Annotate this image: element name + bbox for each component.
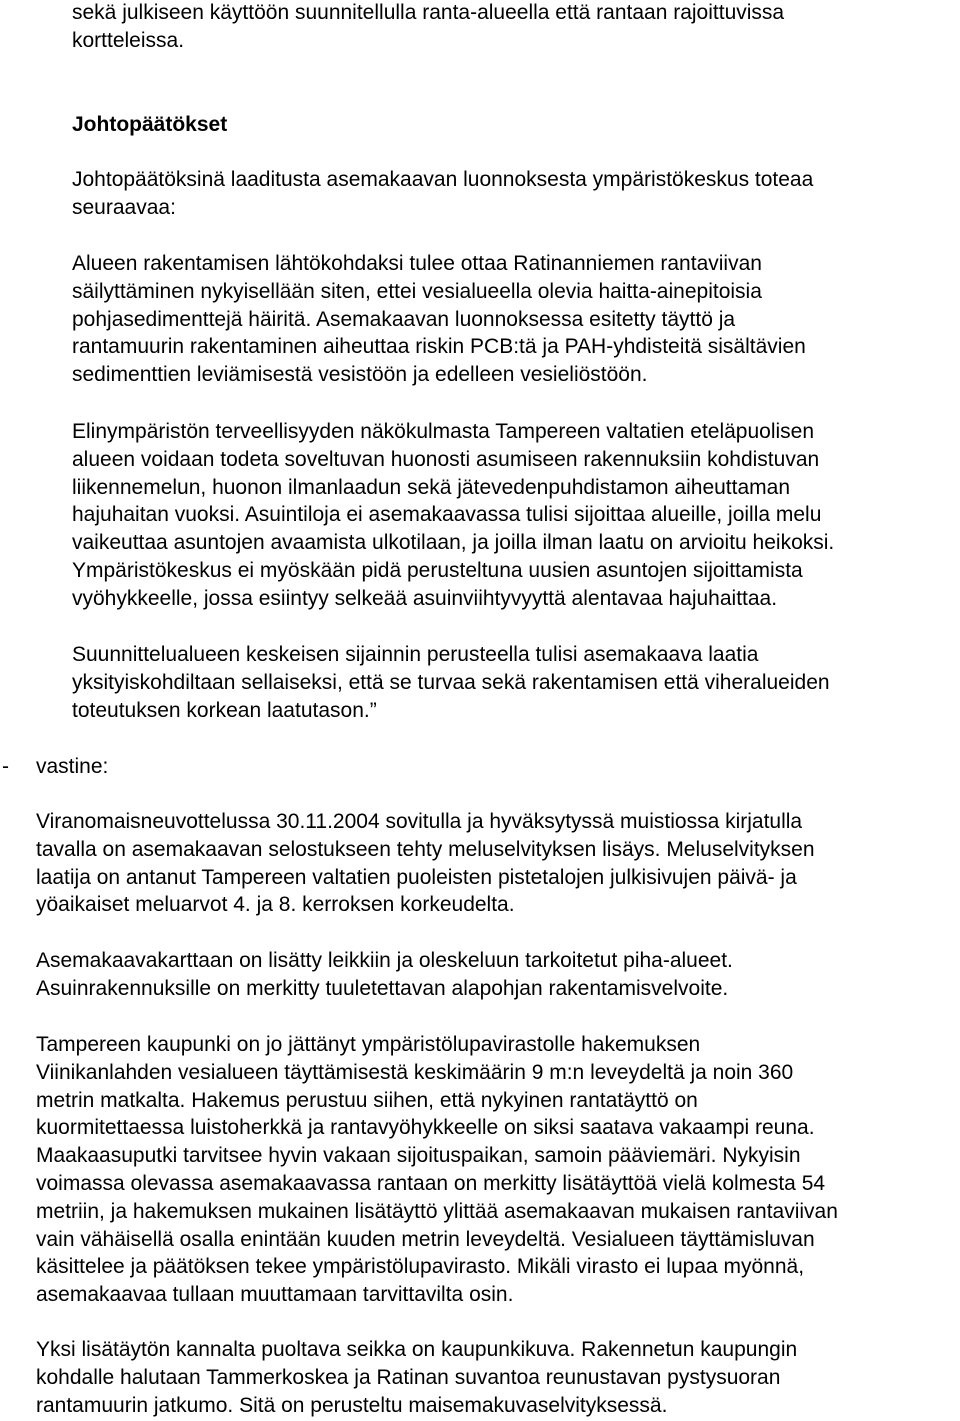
paragraph-lead: Johtopäätöksinä laaditusta asemakaavan luonnoksesta ympäristökeskus toteaa seuraavaa: <box>72 168 814 219</box>
paragraph-permit-application: Tampereen kaupunki on jo jättänyt ympäristölupavirastolle hakemuksen Viinikanlahden vesialueen täyttämisestä keskimäärin 9 m:n leveydeltä ja noin 360 metrin matkalta. Hakemus perustuu siihen, että nykyinen rantatäyttö on kuormitettaessa luistoherkkä ja rantavyöhykkeelle on siksi saatava vakaampi reuna. Maakaasuputki tarvitsee hyvin vakaan sijoituspaikan, samoin pääviemäri. Nykyisin voimassa olevassa asemakaavassa rantaan on merkitty lisätäyttöä vielä kolmesta 54 metriin, ja hakemuksen mukainen lisätäyttö ylittää asemakaavan mukaisen rantaviivan vain vähäisellä osalla enintään kuuden metrin leveydeltä. Vesialueen täyttämisluvan käsittelee ja päätöksen tekee ympäristölupavirasto. Mikäli virasto ei lupaa myönnä, asemakaavaa tullaan muuttamaan tarvittavilta osin. <box>36 1033 838 1307</box>
intro-paragraph-tail: sekä julkiseen käyttöön suunnitellulla ranta-alueella että rantaan rajoittuvissa kortteleissa. <box>72 1 785 52</box>
paragraph-shoreline: Alueen rakentamisen lähtökohdaksi tulee ottaa Ratinanniemen rantaviivan säilyttäminen nykyisellään siten, ettei vesialueella olevia haitta-ainepitoisia pohjasedimenttejä häiritä. Asemakaavan luonnoksessa esitetty täyttö ja rantamuurin rakentaminen aiheuttaa riskin PCB:tä ja PAH-yhdisteitä sisältävien sedimenttien leviämisestä vesistöön ja edelleen vesieliöstöön. <box>72 252 806 387</box>
paragraph-health: Elinympäristön terveellisyyden näkökulmasta Tampereen valtatien eteläpuolisen alueen voidaan todeta soveltuvan huonosti asumiseen rakennuksiin kohdistuvan liikennemelun, huonon ilmanlaadun sekä jätevedenpuhdistamon aiheuttaman hajuhaitan vuoksi. Asuintiloja ei asemakaavassa tulisi sijoittaa alueille, joilla melu vaikeuttaa asuntojen avaamista ulkotilaan, ja joilla ilman laatu on arvioitu heikoksi. Ympäristökeskus ei myöskään pidä perusteltuna uusien asuntojen sijoittamista vyöhykkeelle, jossa esiintyy selkeää asuinviihtyvyyttä alentavaa hajuhaittaa. <box>72 420 835 610</box>
paragraph-cityscape: Yksi lisätäytön kannalta puoltava seikka on kaupunkikuva. Rakennetun kaupungin kohdalle halutaan Tammerkoskea ja Ratinan suvantoa reunustavan pystysuoran rantamuurin jatkumo. Sitä on perusteltu maisemakuvaselvityksessä. <box>36 1338 798 1417</box>
response-label: vastine: <box>36 755 109 778</box>
paragraph-map-update: Asemakaavakarttaan on lisätty leikkiin ja oleskeluun tarkoitetut piha-alueet. Asuinrakennuksille on merkitty tuuletettavan alapohjan rakentamisvelvoite. <box>36 949 733 1000</box>
paragraph-planning: Suunnittelualueen keskeisen sijainnin perusteella tulisi asemakaava laatia yksityiskohdiltaan sellaiseksi, että se turvaa sekä rakentamisen että viheralueiden toteutuksen korkean laatutason.” <box>72 643 830 722</box>
list-marker: - <box>2 755 9 778</box>
paragraph-noise-report: Viranomaisneuvottelussa 30.11.2004 sovitulla ja hyväksytyssä muistiossa kirjatulla tavalla on asemakaavan selostukseen tehty meluselvityksen lisäys. Meluselvityksen laatija on antanut Tampereen valtatien puoleisten pistetalojen julkisivujen päivä- ja yöaikaiset meluarvot 4. ja 8. kerroksen korkeudelta. <box>36 810 815 917</box>
section-heading: Johtopäätökset <box>72 113 228 136</box>
